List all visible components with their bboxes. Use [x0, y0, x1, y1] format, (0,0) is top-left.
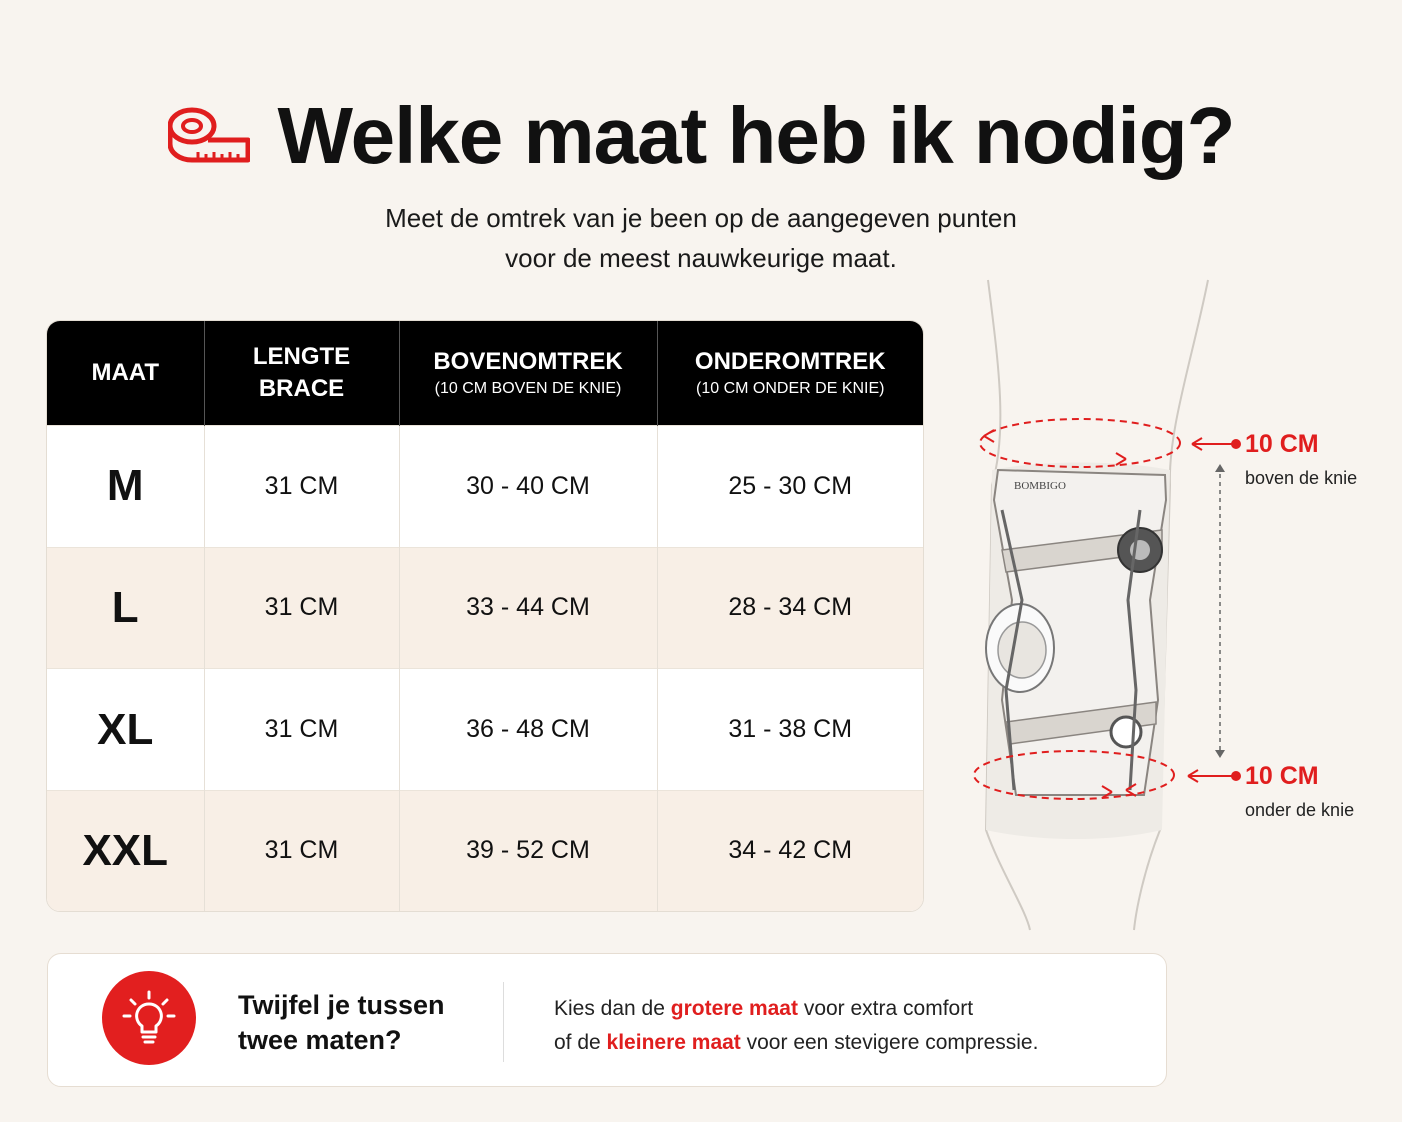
cell-lower: 34 - 42 CM — [657, 790, 923, 911]
header-size — [47, 321, 204, 426]
tip-highlight-larger: grotere maat — [670, 997, 798, 1020]
lower-measure-value: 10 CM — [1245, 762, 1319, 790]
tip-box — [47, 953, 1167, 1087]
upper-measure-value: 10 CM — [1245, 430, 1319, 458]
cell-lower: 31 - 38 CM — [657, 669, 923, 791]
header-size-label: MAAT — [91, 359, 160, 386]
header-lower-label: ONDEROMTREK — [694, 348, 886, 375]
cell-lower: 28 - 34 CM — [657, 547, 923, 669]
table-header-row — [47, 321, 923, 426]
cell-lower: 25 - 30 CM — [657, 426, 923, 548]
measuring-tape-icon — [168, 106, 250, 166]
header-upper-label: BOVENOMTREK — [433, 348, 623, 375]
table-row — [47, 669, 923, 791]
table-row — [47, 547, 923, 669]
tip-question — [238, 988, 445, 1058]
cell-length: 31 CM — [204, 790, 399, 911]
tip-question-line2: twee maten? — [238, 1025, 402, 1055]
tip-question-line1: Twijfel je tussen — [238, 990, 445, 1020]
cell-size: XXL — [47, 790, 204, 911]
header-length-line1: LENGTE — [252, 343, 351, 370]
cell-length: 31 CM — [204, 669, 399, 791]
table-row — [47, 790, 923, 911]
cell-upper: 30 - 40 CM — [399, 426, 657, 548]
header-length — [204, 321, 399, 426]
tip-text: Kies dan de — [554, 997, 671, 1020]
title-row — [0, 91, 1402, 180]
cell-size: M — [47, 426, 204, 548]
brand-text: BOMBIGO — [1014, 480, 1066, 492]
tip-answer-line1 — [554, 992, 1038, 1026]
tip-text: of de — [554, 1031, 607, 1054]
subtitle-line-2: voor de meest nauwkeurige maat. — [505, 243, 897, 273]
header-upper-sub: (10 CM BOVEN DE KNIE) — [434, 380, 622, 397]
tip-answer-line2 — [554, 1026, 1038, 1060]
page-title: Welke maat heb ik nodig? — [277, 91, 1235, 180]
cell-size: L — [47, 547, 204, 669]
tip-divider — [503, 982, 504, 1062]
cell-upper: 39 - 52 CM — [399, 790, 657, 911]
lower-measure-label: onder de knie — [1245, 800, 1355, 820]
cell-upper: 36 - 48 CM — [399, 669, 657, 791]
knee-figure — [930, 270, 1400, 940]
subtitle-line-1: Meet de omtrek van je been op de aangegeven punten — [385, 203, 1017, 233]
lightbulb-badge — [102, 971, 196, 1065]
size-table — [46, 320, 924, 912]
header-lower-sub: (10 CM ONDER DE KNIE) — [696, 380, 885, 397]
tip-highlight-smaller: kleinere maat — [606, 1031, 741, 1054]
cell-length: 31 CM — [204, 426, 399, 548]
page-subtitle — [0, 198, 1402, 278]
header-upper — [399, 321, 657, 426]
cell-length: 31 CM — [204, 547, 399, 669]
knee-brace-illustration — [930, 270, 1400, 940]
cell-size: XL — [47, 669, 204, 791]
header — [0, 91, 1402, 278]
tip-answer — [554, 992, 1038, 1060]
lightbulb-icon — [119, 988, 179, 1048]
tip-text: voor een stevigere compressie. — [740, 1031, 1039, 1054]
header-lower — [657, 321, 923, 426]
cell-upper: 33 - 44 CM — [399, 547, 657, 669]
header-length-line2: BRACE — [258, 375, 345, 402]
tip-text: voor extra comfort — [797, 997, 974, 1020]
table-row — [47, 426, 923, 548]
upper-measure-label: boven de knie — [1245, 468, 1358, 488]
